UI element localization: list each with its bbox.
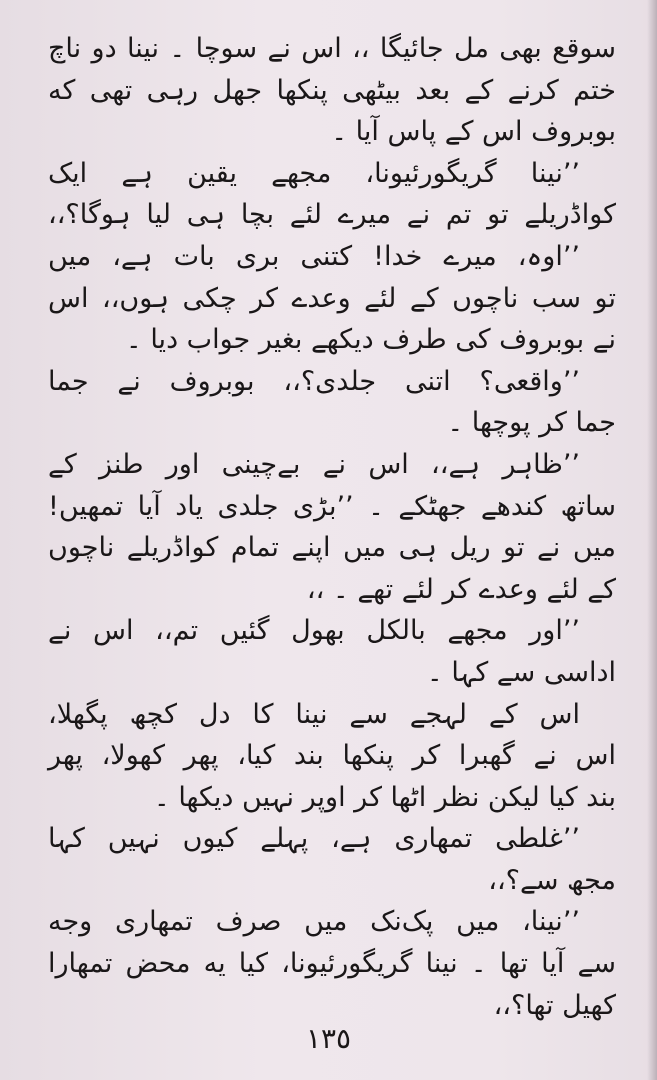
text-line: ’’غلطی تمھاری ہے، پہلے کیوں نہیں کہا [48,823,580,855]
text-line: ’’نینا، میں پک‌نک میں صرف تمھاری وجه [48,906,580,938]
text-line: اس نے گھبرا کر پنکھا بند کیا، پھر کھولا، پھر [48,740,616,772]
text-line: ’’اور مجھے بالکل بھول گئیں تم،، اس نے [48,615,580,647]
text-line: اس کے لہجے سے نینا کا دل کچھ پگھلا، [48,698,580,730]
text-line: سوقع بھی مل جائیگا ،، اس نے سوچا ۔ نینا دو ناچ [48,33,616,64]
text-line: میں نے تو ریل ہی میں اپنے تمام کواڈریلے ناچوں [48,532,616,564]
text-line: کھیل تھا؟،، [493,989,616,1021]
text-line: اداسی سے کہا ۔ [426,656,616,688]
text-line: سے آیا تھا ۔ نینا گریگورئیونا، کیا یه محض تمھارا [48,948,616,980]
text-line: کے لئے وعدے کر لئے تھے ۔ ،، [306,573,616,605]
text-line: جما کر پوچھا ۔ [447,407,616,439]
text-line: نے بوبروف کی طرف دیکھے بغیر جواب دیا ۔ [125,324,616,356]
text-line: ساتھ کندھے جھٹکے ۔ ’’بڑی جلدی یاد آیا تمھیں! [48,490,616,522]
text-line: ’’اوہ، میرے خدا! کتنی بری بات ہے، میں [48,240,580,272]
text-line: کواڈریلے تو تم نے میرے لئے بچا ہی لیا ہوگا؟،، [48,199,616,231]
text-line: تو سب ناچوں کے لئے وعدے کر چکی ہوں،، اس [48,282,616,314]
text-line: ’’ظاہر ہے،، اس نے بےچینی اور طنز کے [48,448,580,480]
text-line: بند کیا لیکن نظر اٹھا کر اوپر نہیں دیکھا ۔ [153,781,616,813]
text-line: ’’نینا گریگورئیونا، مجھے یقین ہے ایک [48,157,580,189]
text-line: بوبروف اس کے پاس آیا ۔ [331,116,616,148]
text-line: ختم کرنے کے بعد بیٹھی پنکھا جھل رہی تھی که [48,74,616,106]
text-line: مجھ سے؟،، [488,864,616,896]
text-line: ’’واقعی؟ اتنی جلدی؟،، بوبروف نے جما [48,365,580,397]
page-number: ١٣٥ [305,1022,352,1055]
page-text [48,28,616,1026]
